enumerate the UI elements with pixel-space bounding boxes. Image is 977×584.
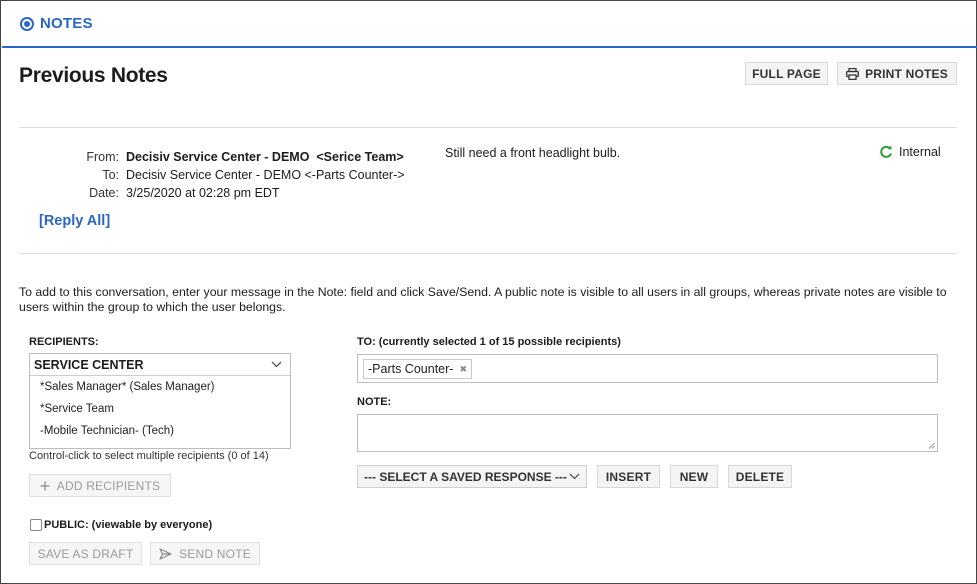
from-value: Decisiv Service Center - DEMO <Serice Team> (126, 150, 404, 164)
delete-label: DELETE (735, 469, 785, 484)
recipient-option[interactable]: *Service Team (40, 403, 114, 415)
print-notes-label: PRINT NOTES (865, 66, 948, 81)
send-note-button[interactable] (150, 542, 260, 565)
note-textarea[interactable] (357, 414, 938, 452)
recipient-tag-label: -Parts Counter- (368, 362, 454, 376)
date-label: Date: (89, 186, 119, 200)
radio-icon[interactable] (20, 17, 34, 31)
save-draft-button[interactable] (29, 542, 142, 565)
delete-button[interactable] (728, 465, 792, 488)
divider (19, 127, 957, 128)
resize-grip-icon[interactable] (928, 442, 935, 449)
to-label: To: (102, 168, 119, 182)
instructions-text: To add to this conversation, enter your message in the Note: field and click Save/Send. A public note is visible to all users in all groups, whereas private notes are visible to users within the group to which the user belongs. (19, 285, 947, 314)
to-field-label: TO: (currently selected 1 of 15 possible recipients) (357, 336, 621, 348)
save-draft-label: SAVE AS DRAFT (37, 546, 134, 561)
page-title: Previous Notes (19, 64, 168, 87)
recipient-group-select[interactable] (30, 354, 290, 376)
public-checkbox[interactable] (30, 519, 42, 531)
recipient-option[interactable]: *Sales Manager* (Sales Manager) (40, 381, 215, 393)
new-button[interactable] (670, 465, 718, 488)
chevron-down-icon (271, 361, 282, 368)
recipients-listbox[interactable] (29, 353, 291, 449)
notes-header (2, 2, 977, 48)
refresh-icon (879, 145, 893, 159)
insert-button[interactable] (597, 465, 660, 488)
send-icon (159, 548, 172, 560)
divider (19, 253, 957, 254)
saved-response-select[interactable] (357, 465, 587, 488)
recipient-group-value: SERVICE CENTER (34, 357, 144, 372)
printer-icon (846, 68, 859, 80)
send-note-label: SEND NOTE (179, 546, 251, 561)
full-page-button[interactable] (745, 62, 828, 85)
full-page-label: FULL PAGE (752, 66, 821, 81)
header-title: NOTES (40, 15, 93, 32)
public-label: PUBLIC: (viewable by everyone) (44, 519, 213, 531)
note-field-label: NOTE: (357, 396, 392, 408)
to-value: Decisiv Service Center - DEMO <-Parts Counter-> (126, 168, 405, 182)
recipient-tag (363, 359, 472, 379)
add-recipients-button[interactable] (29, 474, 171, 497)
recipient-option[interactable]: -Mobile Technician- (Tech) (40, 425, 175, 437)
internal-label: Internal (899, 145, 941, 159)
print-notes-button[interactable] (837, 62, 957, 85)
remove-tag-icon[interactable]: ✖ (459, 363, 467, 374)
to-recipients-field[interactable] (357, 354, 938, 383)
new-label: NEW (679, 469, 709, 484)
recipients-label: RECIPIENTS: (29, 336, 99, 348)
recipients-hint: Control-click to select multiple recipients (0 of 14) (29, 450, 269, 462)
reply-all-link[interactable]: [Reply All] (39, 213, 111, 229)
date-value: 3/25/2020 at 02:28 pm EDT (126, 186, 280, 200)
saved-response-value: --- SELECT A SAVED RESPONSE --- (364, 469, 567, 484)
note-message: Still need a front headlight bulb. (445, 146, 621, 160)
add-recipients-label: ADD RECIPIENTS (56, 478, 161, 493)
chevron-down-icon (569, 473, 580, 480)
from-label: From: (86, 150, 119, 164)
insert-label: INSERT (605, 469, 652, 484)
internal-indicator (879, 145, 941, 159)
plus-icon (40, 481, 50, 491)
